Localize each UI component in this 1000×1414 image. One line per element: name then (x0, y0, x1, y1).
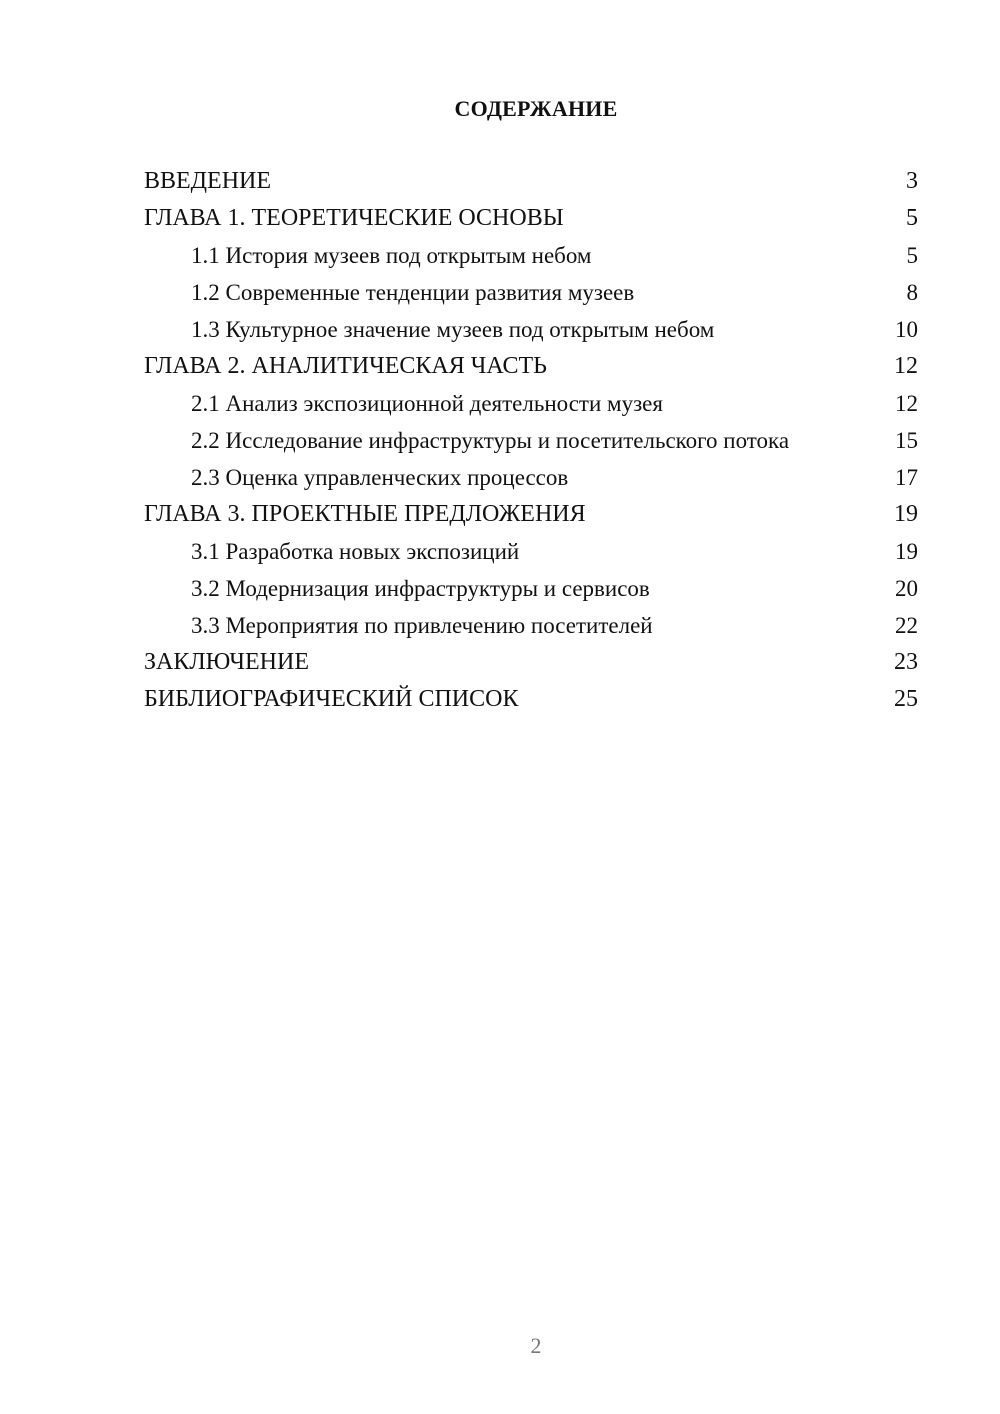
toc-entry[interactable] (144, 390, 918, 417)
toc-entry-label: 1.2 Современные тенденции развития музеев (191, 280, 635, 305)
toc-entry-page: 19 (894, 501, 918, 527)
toc-entry-page: 20 (895, 576, 918, 601)
toc-entry[interactable] (144, 575, 918, 602)
toc-entry-page: 17 (895, 465, 918, 490)
table-of-contents (144, 168, 918, 723)
toc-entry-label: ВВЕДЕНИЕ (144, 168, 272, 194)
toc-entry-page: 3 (906, 168, 918, 194)
toc-entry-label: 1.1 История музеев под открытым небом (191, 243, 592, 268)
toc-entry-page: 22 (895, 613, 918, 638)
toc-entry-label: ГЛАВА 2. АНАЛИТИЧЕСКАЯ ЧАСТЬ (144, 353, 547, 379)
toc-entry-label: ЗАКЛЮЧЕНИЕ (144, 649, 309, 675)
toc-entry-label: БИБЛИОГРАФИЧЕСКИЙ СПИСОК (144, 686, 519, 712)
toc-entry[interactable] (144, 353, 918, 380)
toc-entry[interactable] (144, 205, 918, 232)
toc-entry[interactable] (144, 316, 918, 343)
toc-entry-page: 8 (906, 280, 918, 305)
toc-entry-page: 5 (906, 205, 918, 231)
toc-entry-label: 3.1 Разработка новых экспозиций (191, 539, 520, 564)
toc-entry-page: 19 (895, 539, 918, 564)
toc-entry-page: 23 (894, 649, 918, 675)
toc-entry-page: 15 (895, 428, 918, 453)
toc-entry[interactable] (144, 242, 918, 269)
toc-entry-label: 2.1 Анализ экспозиционной деятельности музея (191, 391, 663, 416)
toc-entry-page: 12 (895, 391, 918, 416)
toc-entry-label: ГЛАВА 1. ТЕОРЕТИЧЕСКИЕ ОСНОВЫ (144, 205, 564, 231)
toc-entry[interactable] (144, 279, 918, 306)
toc-entry[interactable] (144, 168, 918, 195)
toc-entry[interactable] (144, 538, 918, 565)
toc-entry[interactable] (144, 427, 918, 454)
toc-entry-label: ГЛАВА 3. ПРОЕКТНЫЕ ПРЕДЛОЖЕНИЯ (144, 501, 586, 527)
toc-entry-page: 5 (906, 243, 918, 268)
toc-entry[interactable] (144, 649, 918, 676)
toc-entry-label: 1.3 Культурное значение музеев под открытым небом (191, 317, 715, 342)
toc-entry-page: 25 (894, 686, 918, 712)
toc-entry[interactable] (144, 686, 918, 713)
toc-entry-label: 2.2 Исследование инфраструктуры и посетительского потока (191, 428, 790, 453)
toc-entry-page: 12 (894, 353, 918, 379)
toc-entry[interactable] (144, 464, 918, 491)
toc-entry-label: 2.3 Оценка управленческих процессов (191, 465, 569, 490)
toc-entry[interactable] (144, 501, 918, 528)
toc-entry-label: 3.2 Модернизация инфраструктуры и сервисов (191, 576, 650, 601)
page-number: 2 (530, 1333, 542, 1358)
page-title: СОДЕРЖАНИЕ (454, 96, 618, 121)
toc-entry-page: 10 (895, 317, 918, 342)
toc-entry[interactable] (144, 612, 918, 639)
toc-entry-label: 3.3 Мероприятия по привлечению посетителей (191, 613, 653, 638)
